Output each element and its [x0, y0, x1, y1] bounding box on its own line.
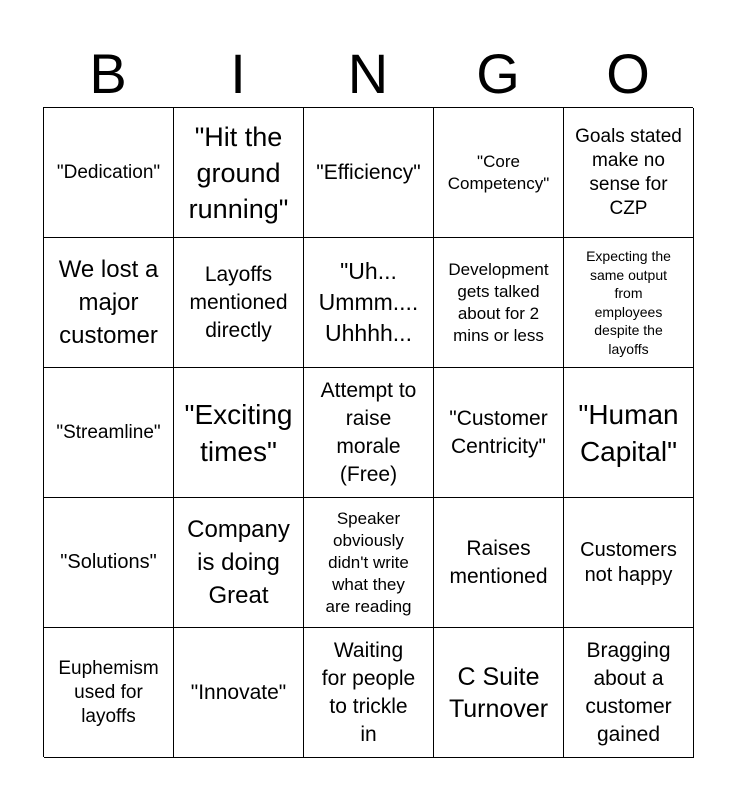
bingo-cell[interactable]	[434, 238, 564, 368]
bingo-cell[interactable]	[304, 628, 434, 758]
cell-text: Layoffs mentioned directly	[189, 262, 288, 342]
cell-text: "Solutions"	[60, 551, 157, 574]
cell-text: "Uh... Ummm.... Uhhhh...	[318, 258, 419, 346]
bingo-cell[interactable]	[304, 238, 434, 368]
header-letter-n: N	[347, 42, 389, 105]
cell-text: We lost a major customer	[58, 256, 159, 349]
bingo-cell[interactable]	[174, 238, 304, 368]
header-letter-g: G	[476, 42, 520, 105]
cell-text: Waiting for people to trickle in	[321, 638, 416, 746]
bingo-cell[interactable]	[174, 498, 304, 628]
cell-text: Raises mentioned	[449, 536, 548, 588]
bingo-cell[interactable]	[564, 238, 694, 368]
cell-text: "Innovate"	[190, 680, 287, 704]
bingo-cell[interactable]	[434, 628, 564, 758]
cell-text: "Dedication"	[56, 161, 161, 183]
cell-text: "Core Competency"	[447, 151, 550, 193]
header-letter-b: B	[89, 42, 127, 105]
cell-text: Euphemism used for layoffs	[58, 657, 159, 727]
bingo-cell[interactable]	[434, 368, 564, 498]
cell-text: Development gets talked about for 2 mins or less	[448, 259, 549, 345]
bingo-cell[interactable]	[564, 628, 694, 758]
cell-text: Goals stated make no sense for CZP	[575, 125, 682, 219]
bingo-cell[interactable]	[44, 628, 174, 758]
cell-text: "Efficiency"	[316, 160, 421, 184]
bingo-cell[interactable]	[44, 498, 174, 628]
bingo-header	[43, 40, 693, 108]
bingo-cell[interactable]	[564, 368, 694, 498]
cell-text: Bragging about a customer gained	[585, 638, 672, 746]
header-letter-o: O	[606, 42, 650, 105]
bingo-cell[interactable]	[304, 368, 434, 498]
cell-text: C Suite Turnover	[448, 662, 549, 723]
bingo-cell[interactable]	[564, 498, 694, 628]
bingo-cell[interactable]	[44, 108, 174, 238]
cell-text: Company is doing Great	[187, 516, 290, 609]
bingo-cell[interactable]	[174, 108, 304, 238]
cell-text: "Hit the ground running"	[188, 121, 289, 224]
cell-text: "Customer Centricity"	[449, 406, 548, 458]
cell-text: "Human Capital"	[578, 398, 679, 467]
cell-text: Expecting the same output from employees despite the layoffs	[586, 248, 671, 357]
cell-text: "Exciting times"	[184, 398, 293, 467]
bingo-cell[interactable]	[304, 498, 434, 628]
header-letter-i: I	[230, 42, 246, 105]
bingo-cell[interactable]	[44, 238, 174, 368]
cell-text: Customers not happy	[580, 539, 677, 586]
bingo-cell[interactable]	[564, 108, 694, 238]
cell-text: Speaker obviously didn't write what they are reading	[325, 508, 412, 616]
bingo-cell[interactable]	[304, 108, 434, 238]
bingo-cell[interactable]	[434, 498, 564, 628]
bingo-cell[interactable]	[174, 368, 304, 498]
cell-text: Attempt to raise morale (Free)	[320, 378, 417, 486]
bingo-cell[interactable]	[174, 628, 304, 758]
bingo-cell[interactable]	[44, 368, 174, 498]
cell-text: "Streamline"	[56, 421, 161, 443]
bingo-board	[43, 107, 693, 757]
bingo-cell[interactable]	[434, 108, 564, 238]
